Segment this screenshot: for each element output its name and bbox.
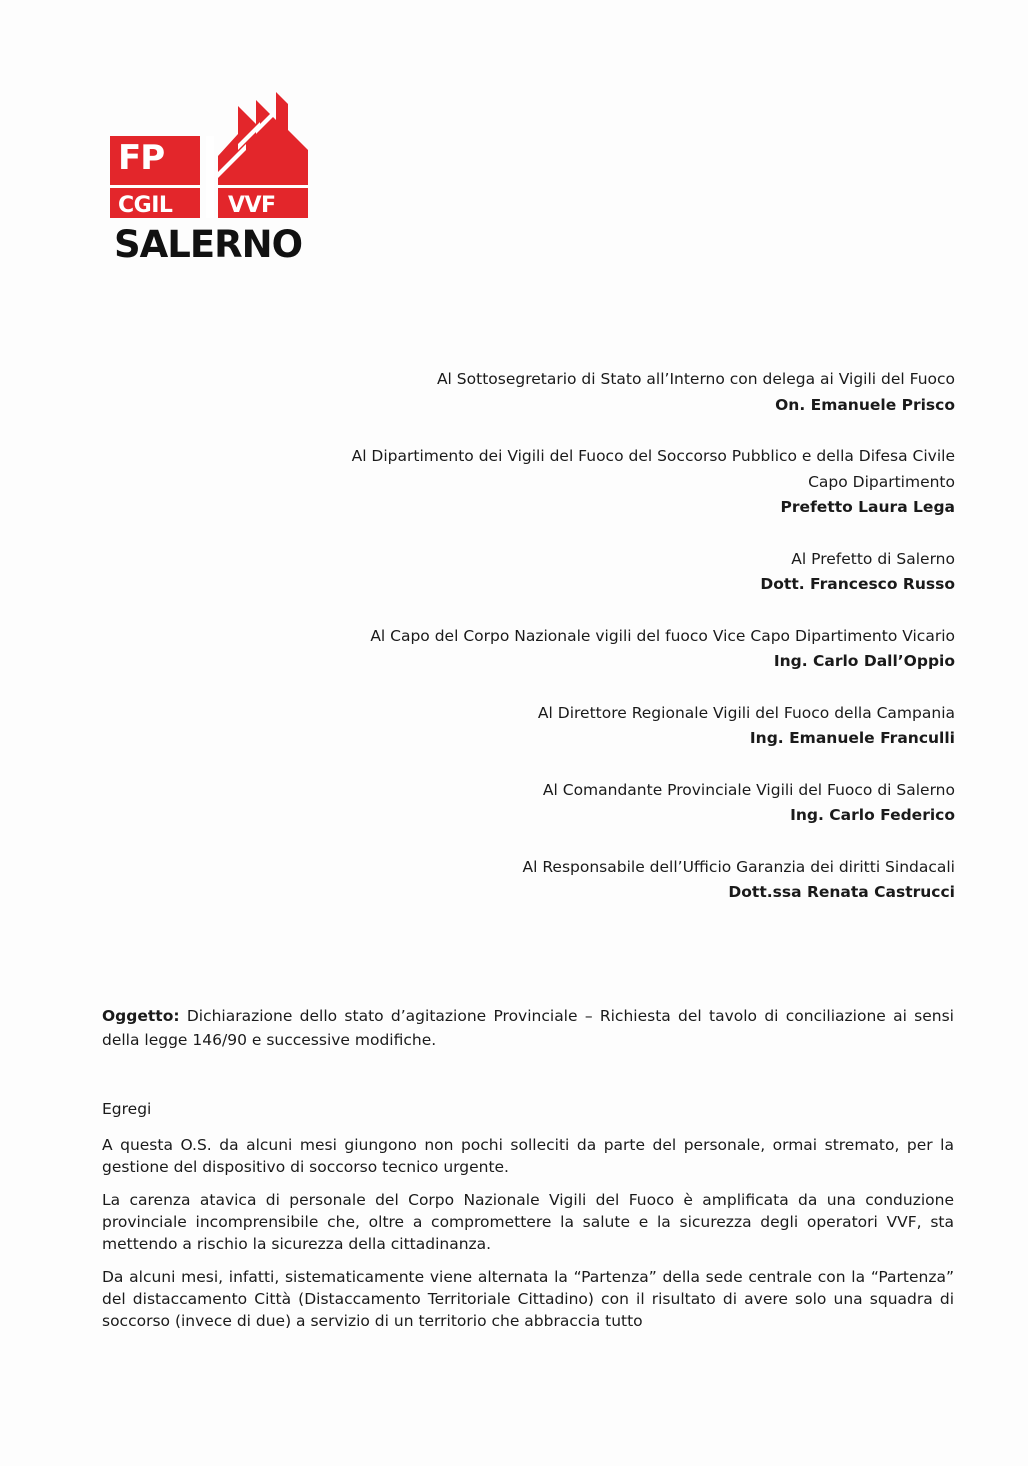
recipient-role: Al Dipartimento dei Vigili del Fuoco del Soccorso Pubblico e della Difesa Civile — [351, 447, 955, 465]
recipient-regional-director — [235, 701, 955, 752]
logo-cgil-text: CGIL — [118, 193, 173, 218]
recipient-prefect — [235, 547, 955, 598]
body-paragraph: A questa O.S. da alcuni mesi giungono non pochi solleciti da parte del personale, ormai stremato, per la gestione del dispositivo di soccorso tecnico urgente. — [102, 1136, 954, 1176]
logo-vvf-text: VVF — [228, 193, 276, 218]
recipient-name: Prefetto Laura Lega — [780, 498, 955, 516]
recipient-role-subtitle: Capo Dipartimento — [808, 472, 955, 491]
recipient-name: Dott.ssa Renata Castrucci — [728, 883, 955, 901]
subject-label: Oggetto: — [102, 1007, 180, 1025]
recipient-name: Ing. Carlo Federico — [790, 806, 955, 824]
recipient-name: Dott. Francesco Russo — [760, 575, 955, 593]
recipient-role: Al Responsabile dell’Ufficio Garanzia dei diritti Sindacali — [522, 857, 955, 876]
letter-subject — [102, 1004, 954, 1052]
logo-city-text: SALERNO — [114, 223, 303, 266]
recipient-role: Al Capo del Corpo Nazionale vigili del fuoco Vice Capo Dipartimento Vicario — [370, 626, 955, 645]
recipient-undersecretary — [235, 367, 955, 418]
greeting: Egregi — [102, 1100, 152, 1118]
logo-fp-text: FP — [118, 138, 165, 178]
recipients-list — [235, 367, 955, 932]
recipient-corps-head — [235, 624, 955, 675]
recipient-role: Al Direttore Regionale Vigili del Fuoco della Campania — [537, 703, 955, 722]
recipient-role: Al Comandante Provinciale Vigili del Fuoco di Salerno — [542, 780, 955, 799]
subject-text: Dichiarazione dello stato d’agitazione Provinciale – Richiesta del tavolo di conciliazione ai sensi della legge 146/90 e successive modifiche. — [102, 1007, 954, 1049]
recipient-name: Ing. Emanuele Franculli — [749, 729, 955, 747]
recipient-role: Al Sottosegretario di Stato all’Interno con delega ai Vigili del Fuoco — [436, 370, 955, 388]
body-paragraph: La carenza atavica di personale del Corpo Nazionale Vigili del Fuoco è amplificata da una conduzione provinciale incomprensibile che, oltre a compromettere la salute e la sicurezza degli operatori VVF, sta mettendo a rischio la sicurezza della cittadinanza. — [102, 1191, 954, 1253]
recipient-union-rights-office — [235, 855, 955, 906]
recipient-name: On. Emanuele Prisco — [775, 395, 955, 414]
recipient-name: Ing. Carlo Dall’Oppio — [773, 652, 955, 670]
recipient-department — [235, 444, 955, 521]
body-paragraph: Da alcuni mesi, infatti, sistematicamente viene alternata la “Partenza” della sede centrale con la “Partenza” del distaccamento Città (Distaccamento Territoriale Cittadino) con il risultato di avere solo una squadra di soccorso (invece di due) a servizio di un territorio che abbraccia tutto — [102, 1268, 954, 1330]
recipient-role: Al Prefetto di Salerno — [791, 549, 955, 568]
recipient-provincial-commander — [235, 778, 955, 829]
fp-cgil-vvf-salerno-logo — [110, 84, 310, 270]
letter-body — [102, 1098, 954, 1343]
